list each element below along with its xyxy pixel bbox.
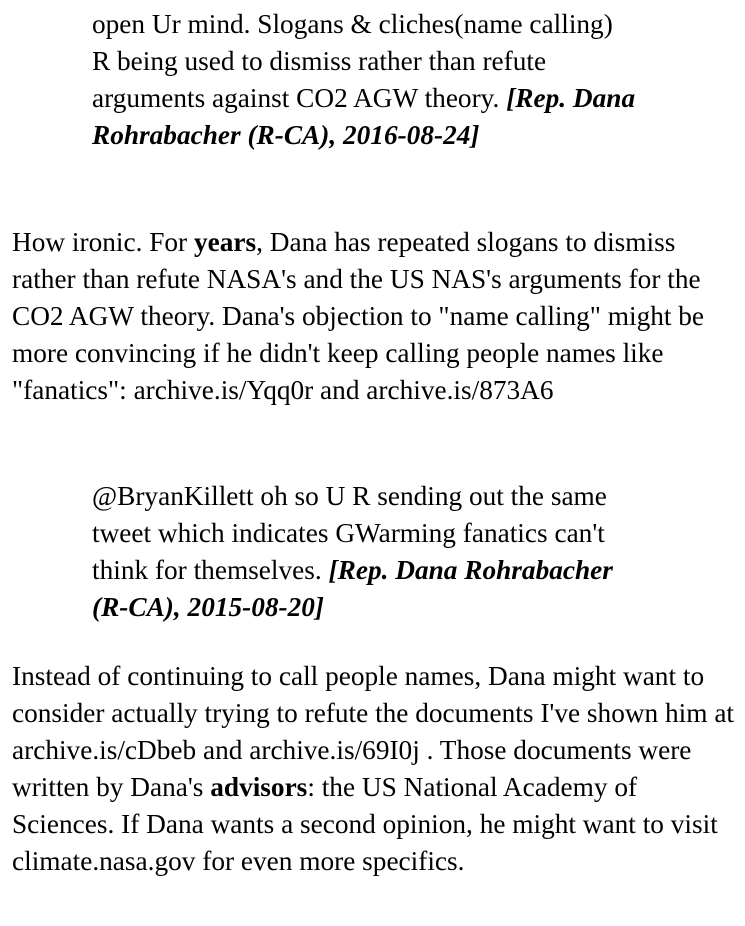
- paragraph-1: [12, 224, 740, 409]
- quote-1-text: open Ur mind. Slogans & cliches(name calling) R being used to dismiss rather than refute arguments against CO2 AGW theory.: [92, 9, 613, 113]
- paragraph-2-emphasis: advisors: [210, 772, 308, 802]
- quote-2-text: @BryanKillett oh so U R sending out the same tweet which indicates GWarming fanatics can't think for themselves.: [92, 481, 607, 585]
- paragraph-2-text-end: : the US National Academy of Sciences. If Dana wants a second opinion, he might want to visit climate.nasa.gov for even more specifics.: [12, 772, 718, 876]
- quote-block-1: [92, 6, 637, 154]
- paragraph-1-text-end: , Dana has repeated slogans to dismiss rather than refute NASA's and the US NAS's arguments for the CO2 AGW theory. Dana's objection to "name calling" might be more convincing if he didn't keep calling people names like "fanatics": archive.is/Yqq0r and archive.is/873A6: [12, 227, 705, 405]
- quote-1-citation: [Rep. Dana Rohrabacher (R-CA), 2016-08-24]: [92, 83, 636, 150]
- paragraph-1-emphasis: years: [193, 227, 257, 257]
- paragraph-2: [12, 658, 740, 880]
- paragraph-2-text-start: Instead of continuing to call people names, Dana might want to consider actually trying to refute the documents I've shown him at archive.is/cDbeb and archive.is/69I0j . Those documents were written by Dana's: [12, 661, 735, 802]
- paragraph-1-text-start: How ironic. For: [12, 227, 194, 257]
- quote-2-citation: [Rep. Dana Rohrabacher (R-CA), 2015-08-20]: [92, 555, 613, 622]
- quote-block-2: [92, 478, 637, 626]
